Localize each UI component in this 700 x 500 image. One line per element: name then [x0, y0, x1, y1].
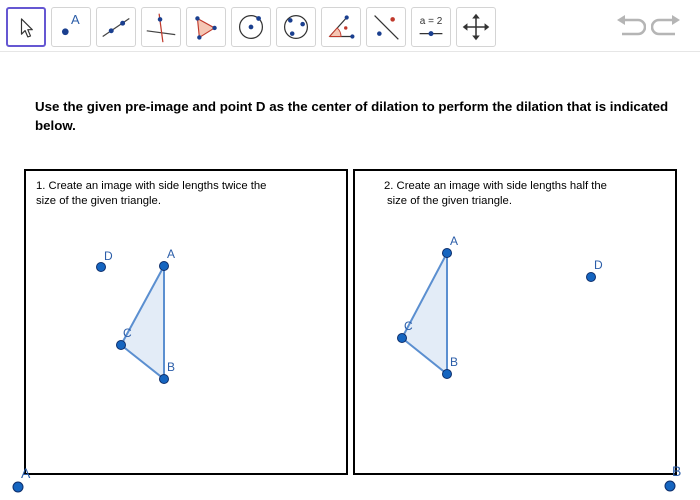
slider-tool-label: a = 2 [419, 16, 443, 27]
corner-point-b[interactable] [665, 481, 675, 491]
label-a-1: A [167, 247, 176, 261]
label-d-2: D [594, 258, 603, 272]
point-d-2[interactable] [587, 273, 596, 282]
label-d-1: D [104, 249, 113, 263]
panel-2-text-line-1: 2. Create an image with side lengths half the [384, 180, 607, 192]
instruction-text: Use the given pre-image and point D as the center of dilation to perform the dilation that is indicated below. [35, 99, 669, 133]
point-tool-label: A [71, 12, 80, 27]
panel-1-text-line-2: size of the given triangle. [36, 195, 161, 207]
point-c-1[interactable] [117, 341, 126, 350]
point-b-2[interactable] [443, 370, 452, 379]
panel-1-text-line-1: 1. Create an image with side lengths twice the [36, 180, 267, 192]
point-d-1[interactable] [97, 263, 106, 272]
point-b-1[interactable] [160, 375, 169, 384]
label-b-1: B [167, 360, 176, 374]
point-a-1[interactable] [160, 262, 169, 271]
triangle-2[interactable] [402, 253, 447, 374]
label-c-1: C [123, 326, 132, 340]
point-a-2[interactable] [443, 249, 452, 258]
triangle-1[interactable] [121, 266, 164, 379]
point-c-2[interactable] [398, 334, 407, 343]
corner-point-a[interactable] [13, 482, 23, 492]
label-c-2: C [404, 319, 413, 333]
panel-2-text-line-2: size of the given triangle. [387, 195, 512, 207]
corner-label-b: B [672, 463, 682, 479]
corner-label-a: A [21, 465, 31, 481]
label-a-2: A [450, 234, 459, 248]
label-b-2: B [450, 355, 459, 369]
